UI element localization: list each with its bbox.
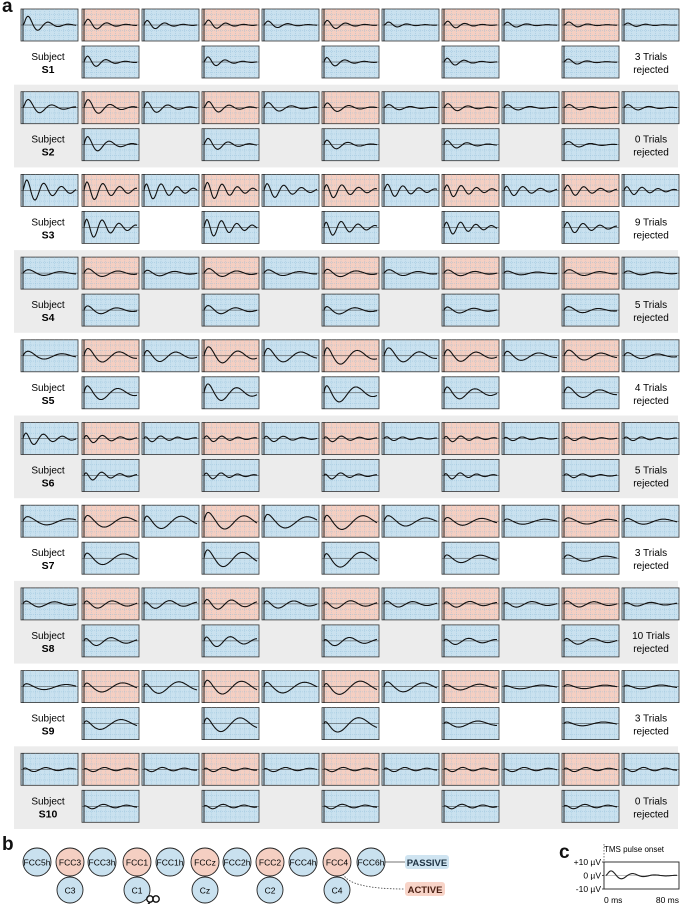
waveform-cell xyxy=(202,542,259,574)
electrode-c4 xyxy=(324,877,350,903)
rejected-count: 3 Trials xyxy=(634,713,668,725)
rejected-word: rejected xyxy=(633,230,669,242)
waveform-cell xyxy=(322,790,379,822)
waveform-cell xyxy=(202,340,259,372)
waveform-cell xyxy=(82,542,139,574)
subject-id: S7 xyxy=(41,560,55,573)
waveform-cell xyxy=(562,588,619,620)
active-label: ACTIVE xyxy=(407,885,443,896)
y-tick-label: 0 µV xyxy=(583,870,601,881)
waveform-cell xyxy=(622,257,679,289)
waveform-cell xyxy=(442,588,499,620)
waveform-cell xyxy=(142,9,199,41)
waveform-cell xyxy=(262,753,319,785)
waveform-cell xyxy=(502,423,559,455)
subject-block-s10 xyxy=(14,746,679,829)
waveform-cell xyxy=(562,708,619,740)
subject-word: Subject xyxy=(31,134,65,146)
waveform-cell xyxy=(202,588,259,620)
panel-a-grid xyxy=(14,9,679,829)
waveform-cell xyxy=(622,505,679,537)
rejected-count: 0 Trials xyxy=(634,134,668,146)
waveform-cell xyxy=(21,588,78,620)
subject-id: S6 xyxy=(41,477,55,490)
waveform-cell xyxy=(622,9,679,41)
waveform-cell xyxy=(502,174,559,206)
electrode-label: FCC4h xyxy=(289,857,317,868)
waveform-cell xyxy=(142,753,199,785)
waveform-cell xyxy=(562,340,619,372)
waveform-cell xyxy=(382,92,439,124)
waveform-cell xyxy=(502,9,559,41)
x-tick-label: 80 ms xyxy=(655,895,679,904)
rejected-word: rejected xyxy=(633,643,669,655)
waveform-cell xyxy=(322,129,379,161)
waveform-cell xyxy=(202,790,259,822)
waveform-cell xyxy=(21,92,78,124)
rejected-count: 3 Trials xyxy=(634,52,668,63)
electrode-label: C1 xyxy=(131,885,143,896)
waveform-cell xyxy=(442,294,499,326)
waveform-cell xyxy=(202,505,259,537)
subject-word: Subject xyxy=(31,465,65,477)
subject-word: Subject xyxy=(31,630,65,642)
panel-label-b: b xyxy=(2,834,14,855)
waveform-cell xyxy=(562,671,619,703)
waveform-cell xyxy=(202,708,259,740)
electrode-fcc1 xyxy=(123,848,151,876)
waveform-cell xyxy=(82,211,139,243)
subject-id: S10 xyxy=(38,808,58,821)
rejected-word: rejected xyxy=(633,313,669,325)
waveform-cell xyxy=(262,92,319,124)
waveform-cell xyxy=(82,257,139,289)
rejected-count: 5 Trials xyxy=(634,465,668,477)
passive-label: PASSIVE xyxy=(406,858,448,869)
waveform-cell xyxy=(322,708,379,740)
electrode-label: FCC2h xyxy=(223,857,251,868)
y-tick-label: -10 µV xyxy=(575,884,601,894)
waveform-cell xyxy=(322,211,379,243)
rejected-word: rejected xyxy=(633,809,669,821)
waveform-cell xyxy=(202,423,259,455)
waveform-cell xyxy=(322,505,379,537)
waveform-cell xyxy=(382,257,439,289)
waveform-cell xyxy=(622,340,679,372)
electrode-label: FCC1 xyxy=(125,857,149,868)
subject-id: S8 xyxy=(41,642,55,655)
waveform-cell xyxy=(442,790,499,822)
waveform-cell xyxy=(82,588,139,620)
subject-id: S4 xyxy=(41,312,55,325)
electrode-label: FCC5h xyxy=(23,857,51,868)
electrode-cz xyxy=(192,877,218,903)
electrode-fcc4h xyxy=(289,848,317,876)
waveform-cell xyxy=(502,257,559,289)
subject-word: Subject xyxy=(31,52,65,63)
waveform-cell xyxy=(382,753,439,785)
waveform-cell xyxy=(82,129,139,161)
waveform-cell xyxy=(442,753,499,785)
waveform-cell xyxy=(202,625,259,657)
waveform-cell xyxy=(442,542,499,574)
waveform-cell xyxy=(322,625,379,657)
waveform-cell xyxy=(562,460,619,492)
waveform-cell xyxy=(562,257,619,289)
waveform-cell xyxy=(82,294,139,326)
waveform-cell xyxy=(322,377,379,409)
waveform-cell xyxy=(562,46,619,78)
waveform-cell xyxy=(502,92,559,124)
waveform-cell xyxy=(202,257,259,289)
waveform-cell xyxy=(262,423,319,455)
waveform-cell xyxy=(382,340,439,372)
waveform-cell xyxy=(442,211,499,243)
waveform-cell xyxy=(202,129,259,161)
waveform-cell xyxy=(442,377,499,409)
waveform-cell xyxy=(562,92,619,124)
waveform-cell xyxy=(442,423,499,455)
waveform-cell xyxy=(202,9,259,41)
waveform-cell xyxy=(21,423,78,455)
panel-label-a: a xyxy=(2,0,13,17)
waveform-cell xyxy=(21,671,78,703)
waveform-cell xyxy=(142,92,199,124)
rejected-word: rejected xyxy=(633,395,669,407)
electrode-label: C2 xyxy=(264,885,276,896)
panel-b-electrode-layout xyxy=(23,848,449,904)
waveform-cell xyxy=(562,9,619,41)
waveform-cell xyxy=(82,174,139,206)
waveform-cell xyxy=(442,625,499,657)
waveform-cell xyxy=(262,9,319,41)
waveform-cell xyxy=(622,588,679,620)
waveform-cell xyxy=(562,625,619,657)
subject-block-s2 xyxy=(14,85,679,168)
waveform-cell xyxy=(82,671,139,703)
waveform-cell xyxy=(442,46,499,78)
waveform-cell xyxy=(82,92,139,124)
subject-block-s7 xyxy=(21,505,679,574)
rejected-word: rejected xyxy=(633,147,669,159)
waveform-cell xyxy=(562,423,619,455)
waveform-cell xyxy=(82,505,139,537)
electrode-label: FCCz xyxy=(194,857,216,868)
waveform-cell xyxy=(202,753,259,785)
subject-block-s6 xyxy=(14,416,679,499)
waveform-cell xyxy=(202,174,259,206)
waveform-cell xyxy=(442,340,499,372)
waveform-cell xyxy=(21,753,78,785)
electrode-label: C4 xyxy=(331,885,343,896)
waveform-cell xyxy=(562,294,619,326)
waveform-cell xyxy=(562,377,619,409)
waveform-cell xyxy=(382,174,439,206)
subject-id: S5 xyxy=(41,394,55,407)
waveform-cell xyxy=(322,588,379,620)
waveform-cell xyxy=(202,460,259,492)
tms-coil-icon xyxy=(147,896,159,904)
subject-id: S9 xyxy=(41,725,55,738)
electrode-label: C3 xyxy=(64,885,76,896)
rejected-word: rejected xyxy=(633,726,669,738)
waveform-cell xyxy=(502,753,559,785)
waveform-cell xyxy=(262,588,319,620)
waveform-cell xyxy=(82,9,139,41)
waveform-cell xyxy=(322,92,379,124)
waveform-cell xyxy=(502,340,559,372)
rejected-count: 3 Trials xyxy=(634,548,668,560)
waveform-cell xyxy=(21,505,78,537)
waveform-cell xyxy=(502,588,559,620)
waveform-cell xyxy=(142,257,199,289)
subject-block-s8 xyxy=(14,581,679,664)
waveform-cell xyxy=(262,505,319,537)
waveform-cell xyxy=(82,377,139,409)
waveform-cell xyxy=(262,257,319,289)
y-tick-label: +10 µV xyxy=(573,857,601,867)
waveform-cell xyxy=(142,505,199,537)
waveform-cell xyxy=(622,174,679,206)
rejected-count: 0 Trials xyxy=(634,796,668,808)
waveform-cell xyxy=(562,129,619,161)
active-connector xyxy=(343,874,405,889)
waveform-cell xyxy=(442,129,499,161)
waveform-cell xyxy=(142,588,199,620)
electrode-fcc2 xyxy=(256,848,284,876)
waveform-cell xyxy=(142,340,199,372)
electrode-fcc2h xyxy=(223,848,251,876)
waveform-cell xyxy=(562,174,619,206)
waveform-cell xyxy=(622,92,679,124)
electrode-label: FCC6h xyxy=(357,857,385,868)
electrode-label: FCC4 xyxy=(325,857,349,868)
waveform-cell xyxy=(622,671,679,703)
electrode-fcc4 xyxy=(323,848,351,876)
waveform-cell xyxy=(82,625,139,657)
electrode-fcc6h xyxy=(357,848,385,876)
waveform-cell xyxy=(322,174,379,206)
waveform-cell xyxy=(442,505,499,537)
waveform-cell xyxy=(382,671,439,703)
rejected-word: rejected xyxy=(633,478,669,490)
electrode-fcc3h xyxy=(88,848,116,876)
subject-word: Subject xyxy=(31,382,65,394)
x-tick-label: 0 ms xyxy=(604,895,623,904)
rejected-count: 4 Trials xyxy=(634,382,668,394)
electrode-label: FCC2 xyxy=(258,857,282,868)
subject-word: Subject xyxy=(31,217,65,229)
waveform-cell xyxy=(442,174,499,206)
electrode-fcc5h xyxy=(23,848,51,876)
rejected-count: 9 Trials xyxy=(634,217,668,229)
electrode-fccz xyxy=(191,848,219,876)
rejected-word: rejected xyxy=(633,65,669,76)
waveform-cell xyxy=(442,708,499,740)
waveform-cell xyxy=(21,257,78,289)
waveform-cell xyxy=(202,46,259,78)
waveform-cell xyxy=(562,753,619,785)
electrode-c2 xyxy=(257,877,283,903)
waveform-cell xyxy=(562,790,619,822)
electrode-label: FCC1h xyxy=(156,857,184,868)
rejected-word: rejected xyxy=(633,561,669,573)
waveform-cell xyxy=(322,9,379,41)
waveform-cell xyxy=(21,9,78,41)
subject-word: Subject xyxy=(31,300,65,312)
waveform-cell xyxy=(82,340,139,372)
waveform-cell xyxy=(82,708,139,740)
waveform-cell xyxy=(202,377,259,409)
waveform-cell xyxy=(322,542,379,574)
waveform-cell xyxy=(322,257,379,289)
waveform-cell xyxy=(322,294,379,326)
waveform-cell xyxy=(202,294,259,326)
waveform-cell xyxy=(142,671,199,703)
waveform-cell xyxy=(202,671,259,703)
electrode-c3 xyxy=(57,877,83,903)
subject-block-s4 xyxy=(14,250,679,333)
waveform-cell xyxy=(82,460,139,492)
waveform-cell xyxy=(322,46,379,78)
rejected-count: 10 Trials xyxy=(632,630,670,642)
waveform-cell xyxy=(502,671,559,703)
waveform-cell xyxy=(622,423,679,455)
subject-block-s3 xyxy=(21,174,679,243)
electrode-c1 xyxy=(124,877,150,903)
passive-tag xyxy=(405,855,449,869)
waveform-cell xyxy=(442,671,499,703)
waveform-cell xyxy=(202,92,259,124)
electrode-label: Cz xyxy=(199,885,211,896)
electrode-label: FCC3h xyxy=(88,857,116,868)
waveform-cell xyxy=(262,340,319,372)
waveform-cell xyxy=(21,174,78,206)
waveform-cell xyxy=(442,9,499,41)
waveform-cell xyxy=(382,423,439,455)
waveform-cell xyxy=(562,505,619,537)
subject-word: Subject xyxy=(31,548,65,560)
electrode-label: FCC3 xyxy=(58,857,82,868)
waveform-cell xyxy=(322,460,379,492)
waveform-cell xyxy=(262,174,319,206)
electrode-fcc1h xyxy=(156,848,184,876)
waveform-cell xyxy=(82,46,139,78)
panel-label-c: c xyxy=(559,842,570,863)
waveform-cell xyxy=(322,340,379,372)
subject-word: Subject xyxy=(31,713,65,725)
waveform-cell xyxy=(82,423,139,455)
electrode-fcc3 xyxy=(56,848,84,876)
waveform-cell xyxy=(142,174,199,206)
waveform-cell xyxy=(82,790,139,822)
waveform-cell xyxy=(202,211,259,243)
waveform-cell xyxy=(562,211,619,243)
waveform-cell xyxy=(142,423,199,455)
waveform-cell xyxy=(382,505,439,537)
subject-block-s9 xyxy=(21,671,679,740)
waveform-cell xyxy=(442,257,499,289)
subject-id: S3 xyxy=(41,229,55,242)
subject-word: Subject xyxy=(31,796,65,808)
waveform-cell xyxy=(82,753,139,785)
waveform-cell xyxy=(622,753,679,785)
waveform-cell xyxy=(502,505,559,537)
subject-id: S2 xyxy=(41,146,55,159)
waveform-cell xyxy=(322,423,379,455)
waveform-cell xyxy=(562,542,619,574)
waveform-cell xyxy=(322,753,379,785)
waveform-cell xyxy=(382,9,439,41)
waveform-cell xyxy=(442,460,499,492)
waveform-cell xyxy=(322,671,379,703)
subject-block-s1 xyxy=(21,9,679,78)
waveform-cell xyxy=(21,340,78,372)
waveform-cell xyxy=(382,588,439,620)
waveform-cell xyxy=(262,671,319,703)
onset-label: TMS pulse onset xyxy=(604,845,665,854)
active-tag xyxy=(405,882,445,896)
rejected-count: 5 Trials xyxy=(634,300,668,312)
subject-id: S1 xyxy=(41,64,55,76)
subject-block-s5 xyxy=(21,340,679,409)
panel-c-example-trace xyxy=(574,844,679,904)
waveform-cell xyxy=(442,92,499,124)
